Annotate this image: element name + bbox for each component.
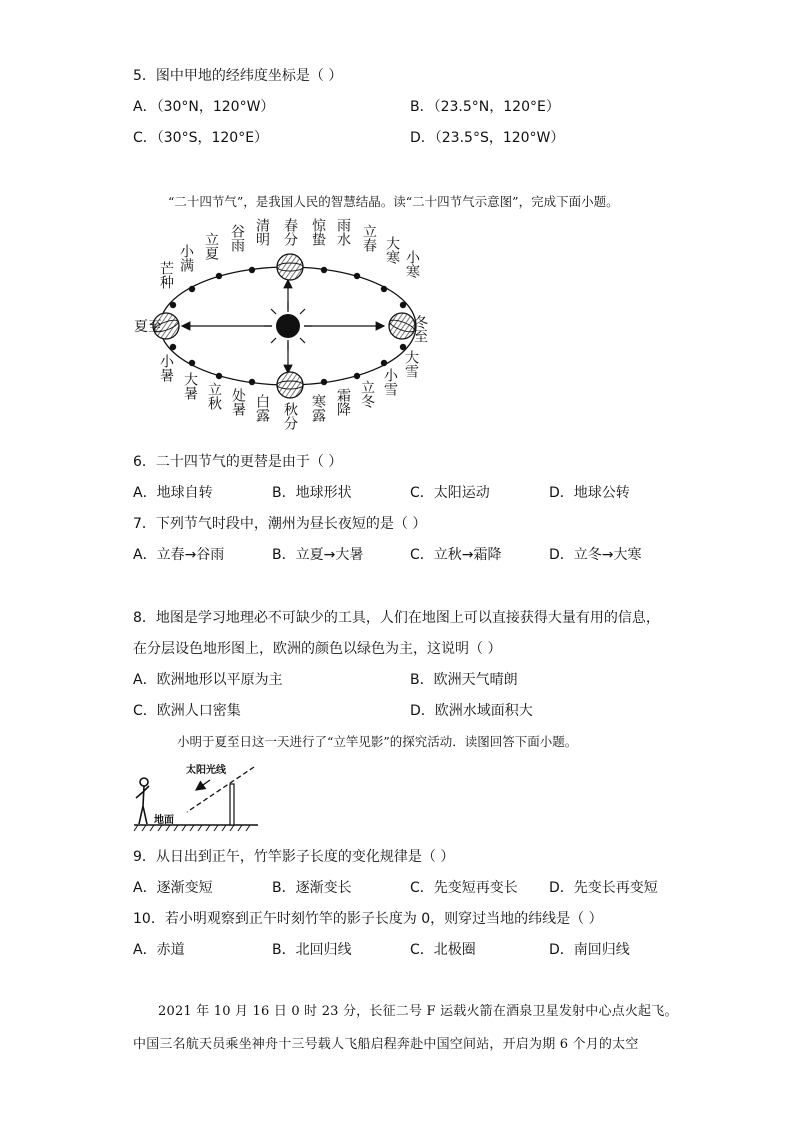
q10-option-c: C．北极圈: [410, 942, 476, 958]
label-xiaoxue: 小雪: [382, 368, 398, 396]
q8-option-d: D．欧洲水域面积大: [410, 703, 533, 719]
solar-terms-intro: “二十四节气”，是我国人民的智慧结晶。读“二十四节气示意图”，完成下面小题。: [168, 194, 619, 209]
label-guyu: 谷雨: [229, 224, 245, 252]
label-dongzhi: 冬至: [412, 315, 428, 343]
q6-option-d: D．地球公转: [549, 485, 630, 501]
label-lidong: 立冬: [359, 380, 375, 408]
q8-option-a: A．欧洲地形以平原为主: [133, 672, 283, 688]
q6-stem: 6．二十四节气的更替是由于（ ）: [133, 454, 343, 470]
shadow-intro: 小明于夏至日这一天进行了“立竿见影”的探究活动．读图回答下面小题。: [177, 734, 578, 749]
sunlight-arrow: [196, 780, 210, 790]
q8-stem-line1: 8．地图是学习地理必不可缺少的工具，人们在地图上可以直接获得大量有用的信息，: [133, 610, 660, 626]
q7-stem: 7．下列节气时段中，潮州为昼长夜短的是（ ）: [133, 516, 427, 532]
label-chushu: 处暑: [230, 388, 246, 416]
label-jingzhe: 惊蛰: [310, 218, 326, 246]
ground-hatch: [134, 825, 250, 831]
q5-option-b: B．（23.5°N，120°E）: [410, 99, 560, 115]
label-xiaoman: 小满: [178, 244, 194, 272]
q7-option-b: B．立夏→大暑: [272, 547, 364, 563]
q10-stem: 10．若小明观察到正午时刻竹竿的影子长度为 0，则穿过当地的纬线是（ ）: [133, 911, 603, 927]
q5-option-d: D．（23.5°S，120°W）: [410, 130, 565, 146]
q10-option-d: D．南回归线: [549, 942, 630, 958]
q10-option-b: B．北回归线: [272, 942, 352, 958]
bamboo-pole: [230, 784, 234, 825]
sun-icon: [264, 302, 312, 350]
label-daxue: 大雪: [403, 350, 419, 378]
label-hanlu: 寒露: [310, 394, 326, 422]
label-dashu: 大暑: [182, 372, 198, 400]
label-yushui: 雨水: [335, 218, 351, 246]
q8-stem-line2: 在分层设色地形图上，欧洲的颜色以绿色为主，这说明（ ）: [133, 641, 502, 657]
q10-option-a: A．赤道: [133, 942, 185, 958]
label-lichun: 立春: [361, 224, 377, 252]
ground-label: 地面: [154, 815, 174, 826]
q9-option-c: C．先变短再变长: [410, 880, 518, 896]
earth-icon-autumn-equinox: [277, 372, 303, 398]
q7-option-c: C．立秋→霜降: [410, 547, 502, 563]
q9-stem: 9．从日出到正午，竹竿影子长度的变化规律是（ ）: [133, 849, 455, 865]
q6-option-b: B．地球形状: [272, 485, 352, 501]
q7-option-d: D．立冬→大寒: [549, 547, 642, 563]
label-qingming: 清明: [254, 218, 270, 246]
label-mangzhong: 芒种: [158, 261, 174, 289]
label-xiazhi: 夏至: [134, 319, 162, 335]
label-shuangjiang: 霜降: [335, 388, 351, 416]
label-qiufen: 秋分: [282, 402, 298, 430]
person-figure: [136, 778, 149, 824]
q9-option-b: B．逐渐变长: [272, 880, 352, 896]
passage-line2: 中国三名航天员乘坐神舟十三号载人飞船启程奔赴中国空间站，开启为期 6 个月的太空: [133, 1037, 639, 1052]
label-xiaoshu: 小暑: [158, 354, 174, 382]
q5-option-a: A．（30°N，120°W）: [133, 99, 275, 115]
passage-line1: 2021 年 10 月 16 日 0 时 23 分，长征二号 F 运载火箭在酒泉卫星发射中心点火起飞。: [158, 1004, 678, 1019]
q5-option-c: C．（30°S，120°E）: [133, 130, 269, 146]
label-chunfen: 春分: [282, 218, 298, 246]
label-lixia: 立夏: [203, 232, 219, 260]
q8-option-b: B．欧洲天气晴朗: [410, 672, 518, 688]
q6-option-a: A．地球自转: [133, 485, 213, 501]
label-dahan: 大寒: [384, 236, 400, 264]
earth-icon-spring-equinox: [277, 254, 303, 280]
q6-option-c: C．太阳运动: [410, 485, 490, 501]
q9-option-a: A．逐渐变短: [133, 880, 213, 896]
shadow-diagram: [132, 762, 262, 832]
q9-option-d: D．先变长再变短: [549, 880, 658, 896]
q8-option-c: C．欧洲人口密集: [133, 703, 241, 719]
q7-option-a: A．立春→谷雨: [133, 547, 225, 563]
solar-terms-diagram: [130, 214, 460, 444]
label-bailu: 白露: [254, 394, 270, 422]
q5-stem: 5．图中甲地的经纬度坐标是（ ）: [133, 68, 343, 84]
label-liqiu: 立秋: [206, 382, 222, 410]
sunlight-label: 太阳光线: [186, 765, 226, 776]
label-xiaohan: 小寒: [404, 250, 420, 278]
